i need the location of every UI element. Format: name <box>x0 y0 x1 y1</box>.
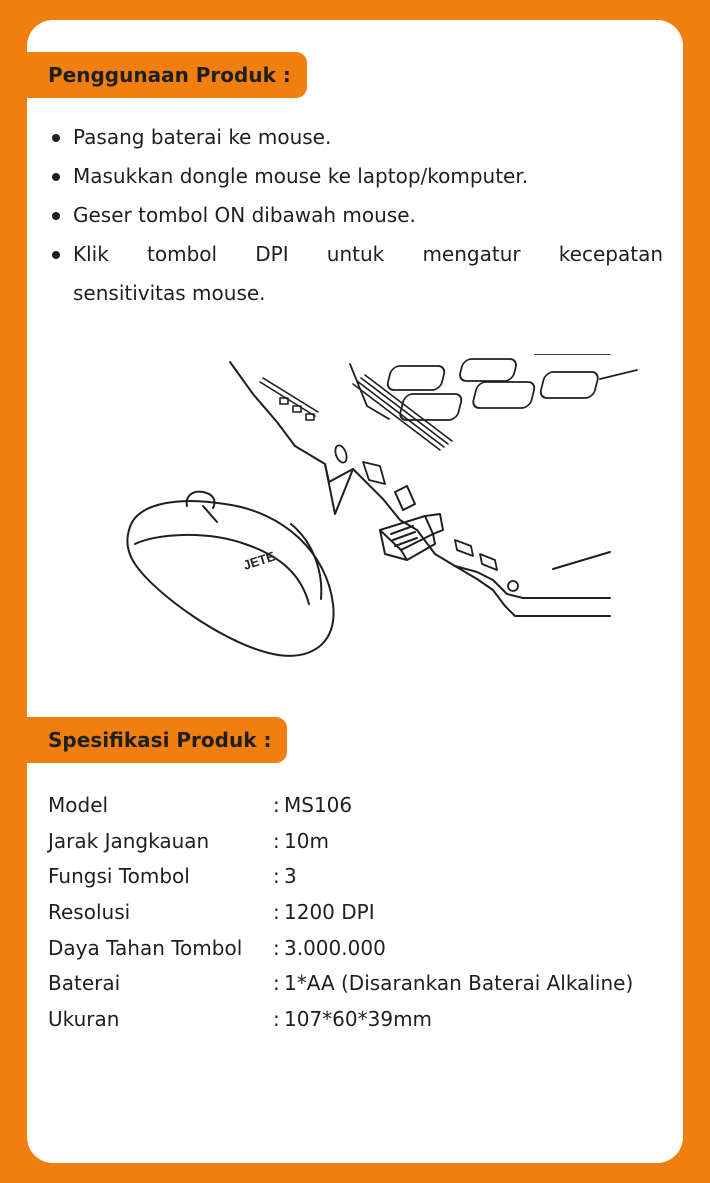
spec-value: 1*AA (Disarankan Baterai Alkaline) <box>284 971 634 996</box>
spec-label: Daya Tahan Tombol <box>48 935 243 960</box>
spec-value: 10m <box>284 828 329 853</box>
spec-value: 3.000.000 <box>284 935 386 960</box>
spec-value: 3 <box>284 864 297 889</box>
usage-heading: Penggunaan Produk : <box>27 52 307 98</box>
spec-colon: : <box>273 792 280 817</box>
spec-label: Jarak Jangkauan <box>48 828 210 853</box>
usage-step: Geser tombol ON dibawah mouse. <box>49 196 663 235</box>
keyboard-keys <box>350 354 637 420</box>
spec-row <box>48 930 633 966</box>
spec-colon: : <box>273 864 280 889</box>
spec-row <box>48 858 633 894</box>
laptop-outline <box>230 362 610 616</box>
spec-label: Baterai <box>48 971 121 996</box>
usage-step <box>49 235 663 313</box>
usage-step: Pasang baterai ke mouse. <box>49 118 663 157</box>
usage-step: Masukkan dongle mouse ke laptop/komputer. <box>49 157 663 196</box>
spec-row <box>48 823 633 859</box>
spec-value: MS106 <box>284 792 353 817</box>
spec-table <box>48 787 633 1037</box>
product-card <box>27 20 683 1163</box>
spec-colon: : <box>273 899 280 924</box>
usage-step-line: Klik tombol DPI untuk mengatur kecepatan <box>73 242 663 266</box>
spec-label: Ukuran <box>48 1006 120 1031</box>
usage-steps-list <box>49 118 663 313</box>
spec-label: Fungsi Tombol <box>48 864 190 889</box>
spec-value: 107*60*39mm <box>284 1006 433 1031</box>
usb-dongle-illustration <box>380 486 443 560</box>
mouse-and-laptop-illustration <box>95 354 645 674</box>
usage-step-line: sensitivitas mouse. <box>73 281 266 305</box>
spec-label: Model <box>48 792 109 817</box>
spec-row <box>48 894 633 930</box>
spec-colon: : <box>273 1006 280 1031</box>
spec-value: 1200 DPI <box>284 899 375 924</box>
spec-colon: : <box>273 971 280 996</box>
spec-colon: : <box>273 828 280 853</box>
wireless-mouse-illustration <box>127 492 333 656</box>
spec-row <box>48 965 633 1001</box>
spec-heading: Spesifikasi Produk : <box>27 717 287 763</box>
spec-label: Resolusi <box>48 899 131 924</box>
spec-row <box>48 787 633 823</box>
spec-row <box>48 1001 633 1037</box>
spec-colon: : <box>273 935 280 960</box>
mouse-brand-text: JETE <box>241 548 277 573</box>
